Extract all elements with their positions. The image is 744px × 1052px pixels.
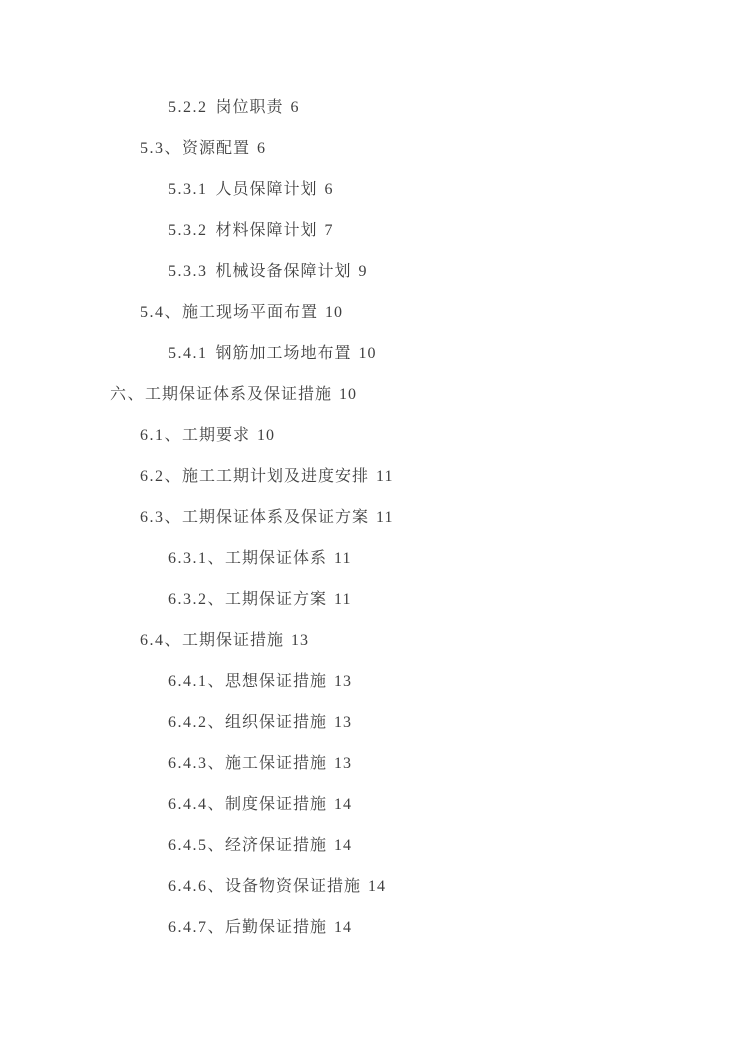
toc-entry-title: 思想保证措施	[225, 673, 328, 690]
toc-entry-page-number: 10	[257, 427, 276, 444]
toc-entry-number: 6.3.2、	[168, 591, 226, 608]
toc-entry-number: 6.2、	[140, 468, 183, 485]
toc-entry-page-number: 7	[324, 222, 334, 239]
toc-entry-number: 6.4.6、	[168, 878, 226, 895]
toc-entry-title: 材料保障计划	[215, 222, 318, 239]
toc-entry	[0, 374, 744, 415]
toc-entry	[0, 620, 744, 661]
toc-entry-title: 设备物资保证措施	[225, 878, 362, 895]
toc-entry	[0, 702, 744, 743]
toc-entry	[0, 210, 744, 251]
toc-entry	[0, 87, 744, 128]
toc-entry-title: 人员保障计划	[215, 181, 318, 198]
toc-entry-page-number: 14	[334, 919, 353, 936]
toc-entry	[0, 538, 744, 579]
toc-entry	[0, 579, 744, 620]
toc-entry-number: 6.3.1、	[168, 550, 226, 567]
toc-entry-number: 6.4.7、	[168, 919, 226, 936]
toc-entry-number: 5.3.2	[168, 222, 208, 239]
toc-entry-page-number: 13	[334, 673, 353, 690]
toc-entry	[0, 251, 744, 292]
toc-entry-title: 工期保证体系	[225, 550, 328, 567]
toc-entry-page-number: 6	[257, 140, 267, 157]
toc-entry-title: 组织保证措施	[225, 714, 328, 731]
toc-entry-page-number: 10	[358, 345, 377, 362]
toc-entry-number: 6.4.5、	[168, 837, 226, 854]
toc-entry-page-number: 11	[376, 509, 394, 526]
toc-entry-title: 工期要求	[182, 427, 251, 444]
toc-entry-title: 施工工期计划及进度安排	[182, 468, 370, 485]
toc-entry-number: 6.3、	[140, 509, 183, 526]
toc-entry-title: 工期保证体系及保证方案	[182, 509, 370, 526]
toc-entry-number: 5.2.2	[168, 99, 208, 116]
toc-entry	[0, 866, 744, 907]
toc-entry-title: 工期保证方案	[225, 591, 328, 608]
toc-entry	[0, 456, 744, 497]
toc-entry-number: 6.4.4、	[168, 796, 226, 813]
toc-entry	[0, 661, 744, 702]
toc-entry-number: 6.4.2、	[168, 714, 226, 731]
toc-entry-number: 6.4、	[140, 632, 183, 649]
toc-entry-title: 经济保证措施	[225, 837, 328, 854]
toc-entry-page-number: 9	[358, 263, 368, 280]
toc-entry-title: 岗位职责	[215, 99, 284, 116]
toc-entry-page-number: 14	[334, 837, 353, 854]
toc-entry-title: 施工现场平面布置	[182, 304, 319, 321]
toc-entry-number: 6.1、	[140, 427, 183, 444]
toc-entry-page-number: 6	[324, 181, 334, 198]
toc-entry-page-number: 10	[339, 386, 358, 403]
toc-entry-page-number: 13	[291, 632, 310, 649]
toc-entry-number: 5.4.1	[168, 345, 208, 362]
toc-entry-title: 资源配置	[182, 140, 251, 157]
toc-entry	[0, 169, 744, 210]
toc-entry-number: 5.3.1	[168, 181, 208, 198]
toc-entry-page-number: 14	[368, 878, 387, 895]
toc-entry	[0, 825, 744, 866]
toc-entry	[0, 415, 744, 456]
toc-entry-page-number: 14	[334, 796, 353, 813]
toc-entry	[0, 784, 744, 825]
toc-entry-number: 6.4.1、	[168, 673, 226, 690]
toc-entry-page-number: 13	[334, 714, 353, 731]
toc-entry-number: 6.4.3、	[168, 755, 226, 772]
toc-entry	[0, 292, 744, 333]
toc-entry-title: 机械设备保障计划	[215, 263, 352, 280]
toc-entry-title: 施工保证措施	[225, 755, 328, 772]
table-of-contents	[0, 87, 744, 948]
toc-entry-number: 5.3.3	[168, 263, 208, 280]
toc-entry	[0, 128, 744, 169]
toc-entry-title: 后勤保证措施	[225, 919, 328, 936]
toc-entry-page-number: 6	[290, 99, 300, 116]
toc-entry-title: 工期保证体系及保证措施	[145, 386, 333, 403]
toc-entry	[0, 907, 744, 948]
toc-entry-page-number: 10	[325, 304, 344, 321]
toc-entry-page-number: 11	[376, 468, 394, 485]
toc-entry-number: 5.3、	[140, 140, 183, 157]
toc-entry	[0, 333, 744, 374]
toc-entry	[0, 497, 744, 538]
toc-entry-title: 钢筋加工场地布置	[215, 345, 352, 362]
toc-entry-title: 制度保证措施	[225, 796, 328, 813]
toc-entry-number: 六、	[110, 386, 146, 403]
toc-entry-page-number: 11	[334, 550, 352, 567]
toc-entry-page-number: 13	[334, 755, 353, 772]
toc-entry-number: 5.4、	[140, 304, 183, 321]
toc-entry-title: 工期保证措施	[182, 632, 285, 649]
toc-entry	[0, 743, 744, 784]
toc-entry-page-number: 11	[334, 591, 352, 608]
